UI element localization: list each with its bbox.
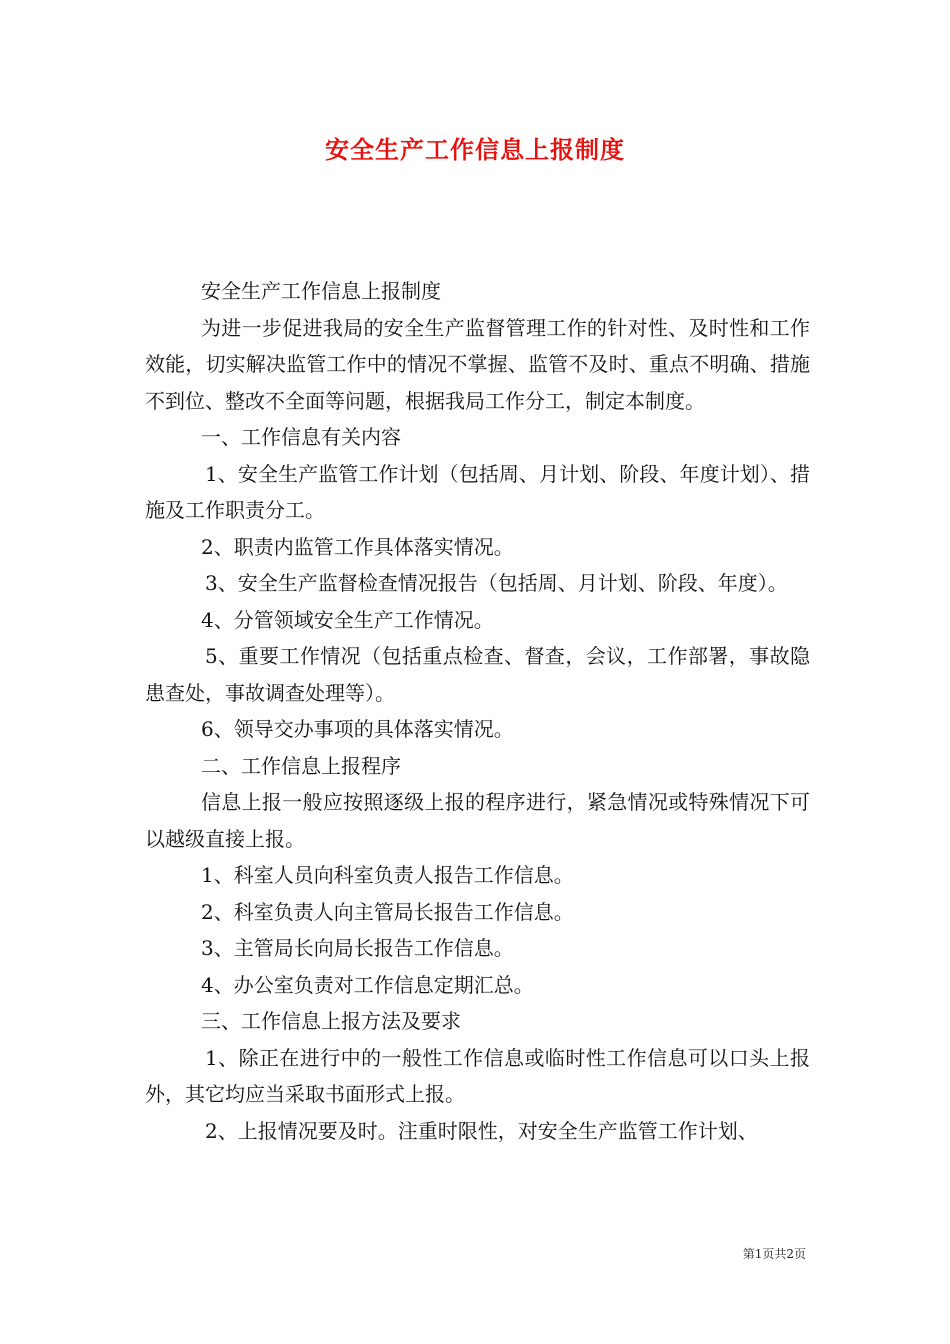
list-item: 3、安全生产监督检查情况报告（包括周、月计划、阶段、年度）。: [205, 571, 788, 595]
page-number: 第1页共2页: [742, 1247, 806, 1261]
section-heading-1: 一、工作信息有关内容: [201, 425, 401, 449]
section-heading-2: 二、工作信息上报程序: [201, 753, 401, 778]
list-item: 2、职责内监管工作具体落实情况。: [201, 534, 514, 559]
list-item: 1、科室人员向科室负责人报告工作信息。: [201, 863, 574, 887]
list-item: 6、领导交办事项的具体落实情况。: [201, 717, 514, 741]
paragraph-intro: 为进一步促进我局的安全生产监督管理工作的针对性、及时性和工作效能，切实解决监管工作中的情况不掌握、监管不及时、重点不明确、措施不到位、整改不全面等问题，根据我局工作分工，制定本制度。: [145, 315, 810, 413]
list-item: 4、办公室负责对工作信息定期汇总。: [201, 972, 534, 997]
list-item: 1、除正在进行中的一般性工作信息或临时性工作信息可以口头上报外，其它均应当采取书面形式上报。: [145, 1045, 810, 1106]
list-item: 4、分管领域安全生产工作情况。: [201, 607, 494, 632]
list-item: 1、安全生产监管工作计划（包括周、月计划、阶段、年度计划）、措施及工作职责分工。: [145, 461, 810, 522]
document-title: 安全生产工作信息上报制度: [325, 135, 625, 164]
list-item: 2、科室负责人向主管局长报告工作信息。: [201, 899, 574, 924]
paragraph: 信息上报一般应按照逐级上报的程序进行，紧急情况或特殊情况下可以越级直接上报。: [145, 790, 810, 851]
list-item: 3、主管局长向局长报告工作信息。: [201, 936, 514, 960]
paragraph-heading: 安全生产工作信息上报制度: [201, 279, 441, 303]
document-body: [145, 273, 810, 1149]
list-item: 2、上报情况要及时。注重时限性，对安全生产监管工作计划、: [205, 1118, 758, 1143]
list-item: 5、重要工作情况（包括重点检查、督查，会议，工作部署，事故隐患查处，事故调查处理等）。: [145, 644, 810, 705]
section-heading-3: 三、工作信息上报方法及要求: [201, 1009, 461, 1033]
